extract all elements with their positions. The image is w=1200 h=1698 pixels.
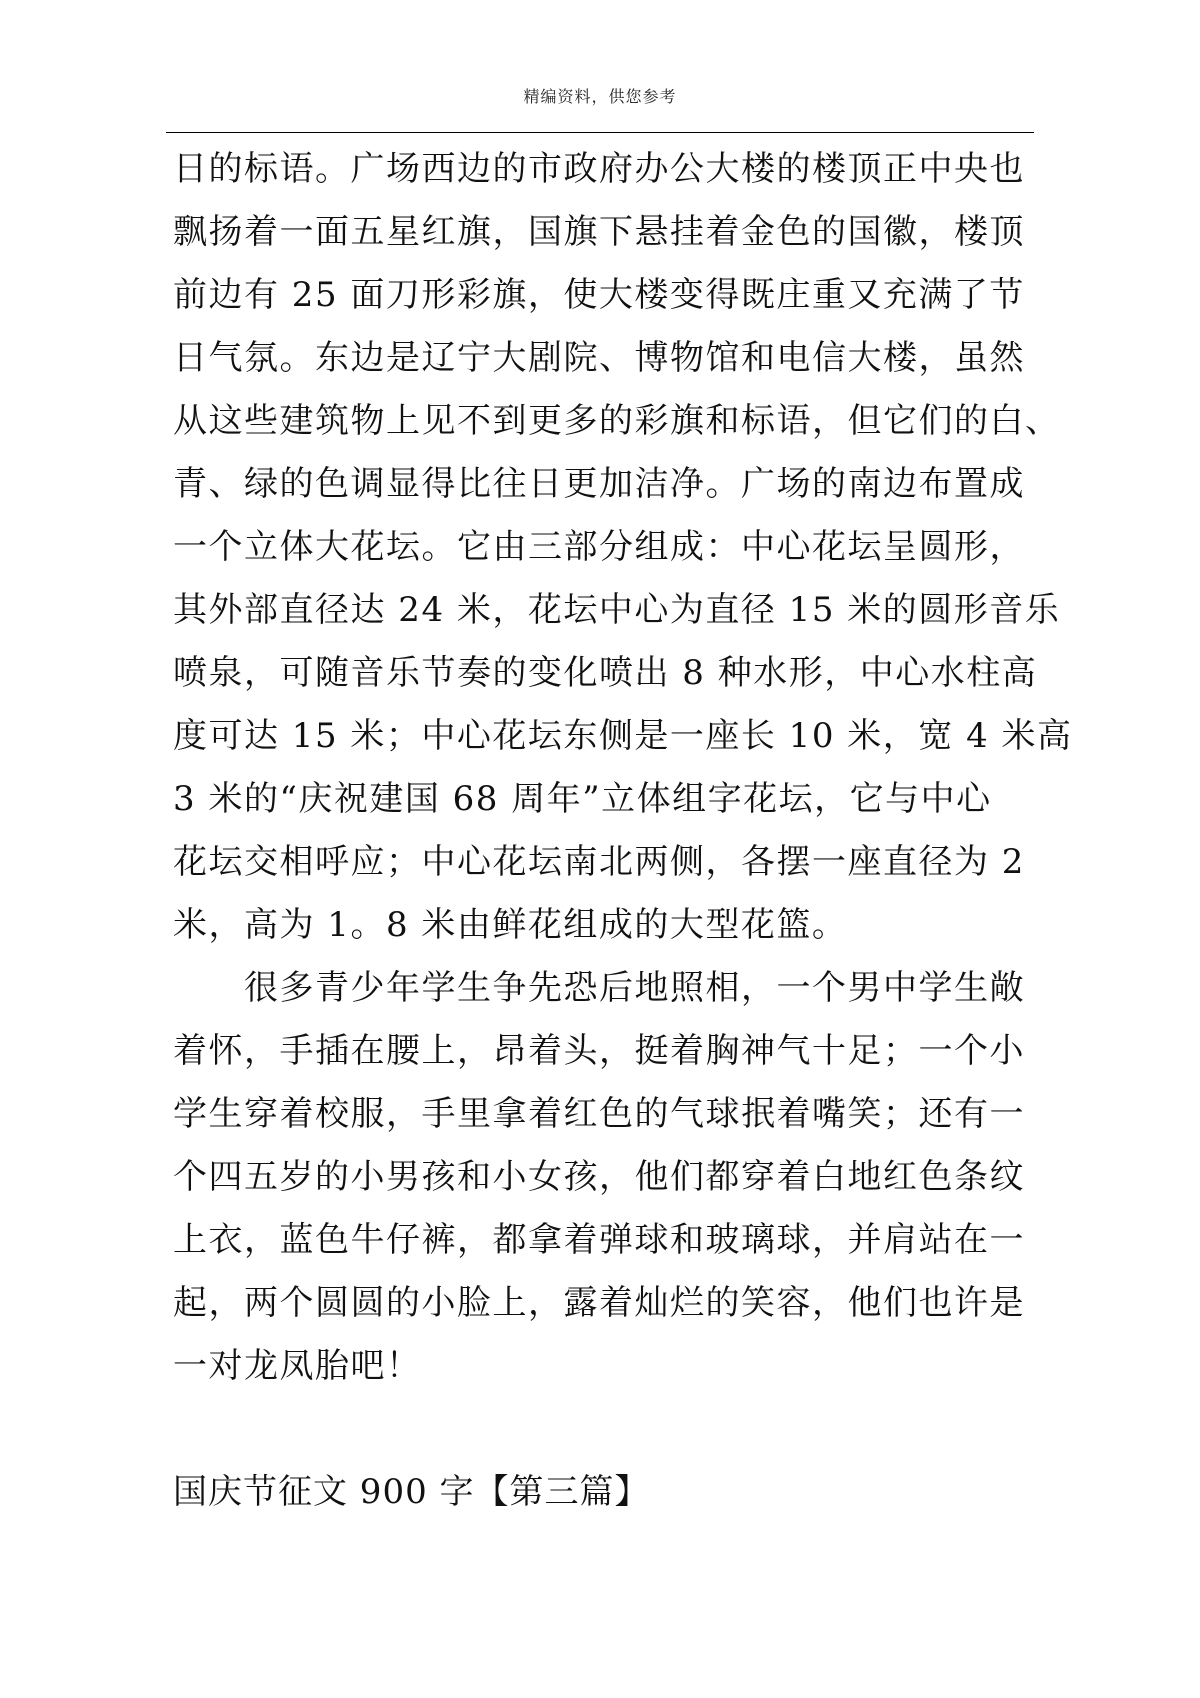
text-line: 花坛交相呼应；中心花坛南北两侧，各摆一座直径为 2 (173, 842, 1025, 882)
text-line: 前边有 25 面刀形彩旗，使大楼变得既庄重又充满了节 (173, 275, 1025, 315)
text-line: 上衣，蓝色牛仔裤，都拿着弹球和玻璃球，并肩站在一 (173, 1220, 1025, 1260)
text-line: 日气氛。东边是辽宁大剧院、博物馆和电信大楼，虽然 (173, 338, 1025, 378)
header-divider (166, 132, 1034, 133)
text-line: 其外部直径达 24 米，花坛中心为直径 15 米的圆形音乐 (173, 590, 1061, 630)
text-line: 喷泉，可随音乐节奏的变化喷出 8 种水形，中心水柱高 (173, 653, 1038, 693)
text-line: 一个立体大花坛。它由三部分组成：中心花坛呈圆形， (173, 527, 1025, 567)
text-line: 米，高为 1。8 米由鲜花组成的大型花篮。 (173, 905, 848, 945)
section-heading: 国庆节征文 900 字【第三篇】 (173, 1472, 650, 1512)
text-line: 个四五岁的小男孩和小女孩，他们都穿着白地红色条纹 (173, 1157, 1025, 1197)
text-line: 学生穿着校服，手里拿着红色的气球抿着嘴笑；还有一 (173, 1094, 1025, 1134)
text-line: 日的标语。广场西边的市政府办公大楼的楼顶正中央也 (173, 149, 1025, 189)
text-line: 青、绿的色调显得比往日更加洁净。广场的南边布置成 (173, 464, 1025, 504)
text-line: 飘扬着一面五星红旗，国旗下悬挂着金色的国徽，楼顶 (173, 212, 1025, 252)
text-line: 很多青少年学生争先恐后地照相，一个男中学生敞 (173, 968, 1025, 1008)
text-line: 一对龙凤胎吧！ (173, 1346, 422, 1386)
text-line: 3 米的“庆祝建国 68 周年”立体组字花坛，它与中心 (173, 779, 992, 819)
text-line: 度可达 15 米；中心花坛东侧是一座长 10 米，宽 4 米高 (173, 716, 1073, 756)
text-line: 从这些建筑物上见不到更多的彩旗和标语，但它们的白、 (173, 401, 1061, 441)
page-header: 精编资料，供您参考 (523, 87, 677, 106)
text-line: 着怀，手插在腰上，昂着头，挺着胸神气十足；一个小 (173, 1031, 1025, 1071)
text-line: 起，两个圆圆的小脸上，露着灿烂的笑容，他们也许是 (173, 1283, 1025, 1323)
